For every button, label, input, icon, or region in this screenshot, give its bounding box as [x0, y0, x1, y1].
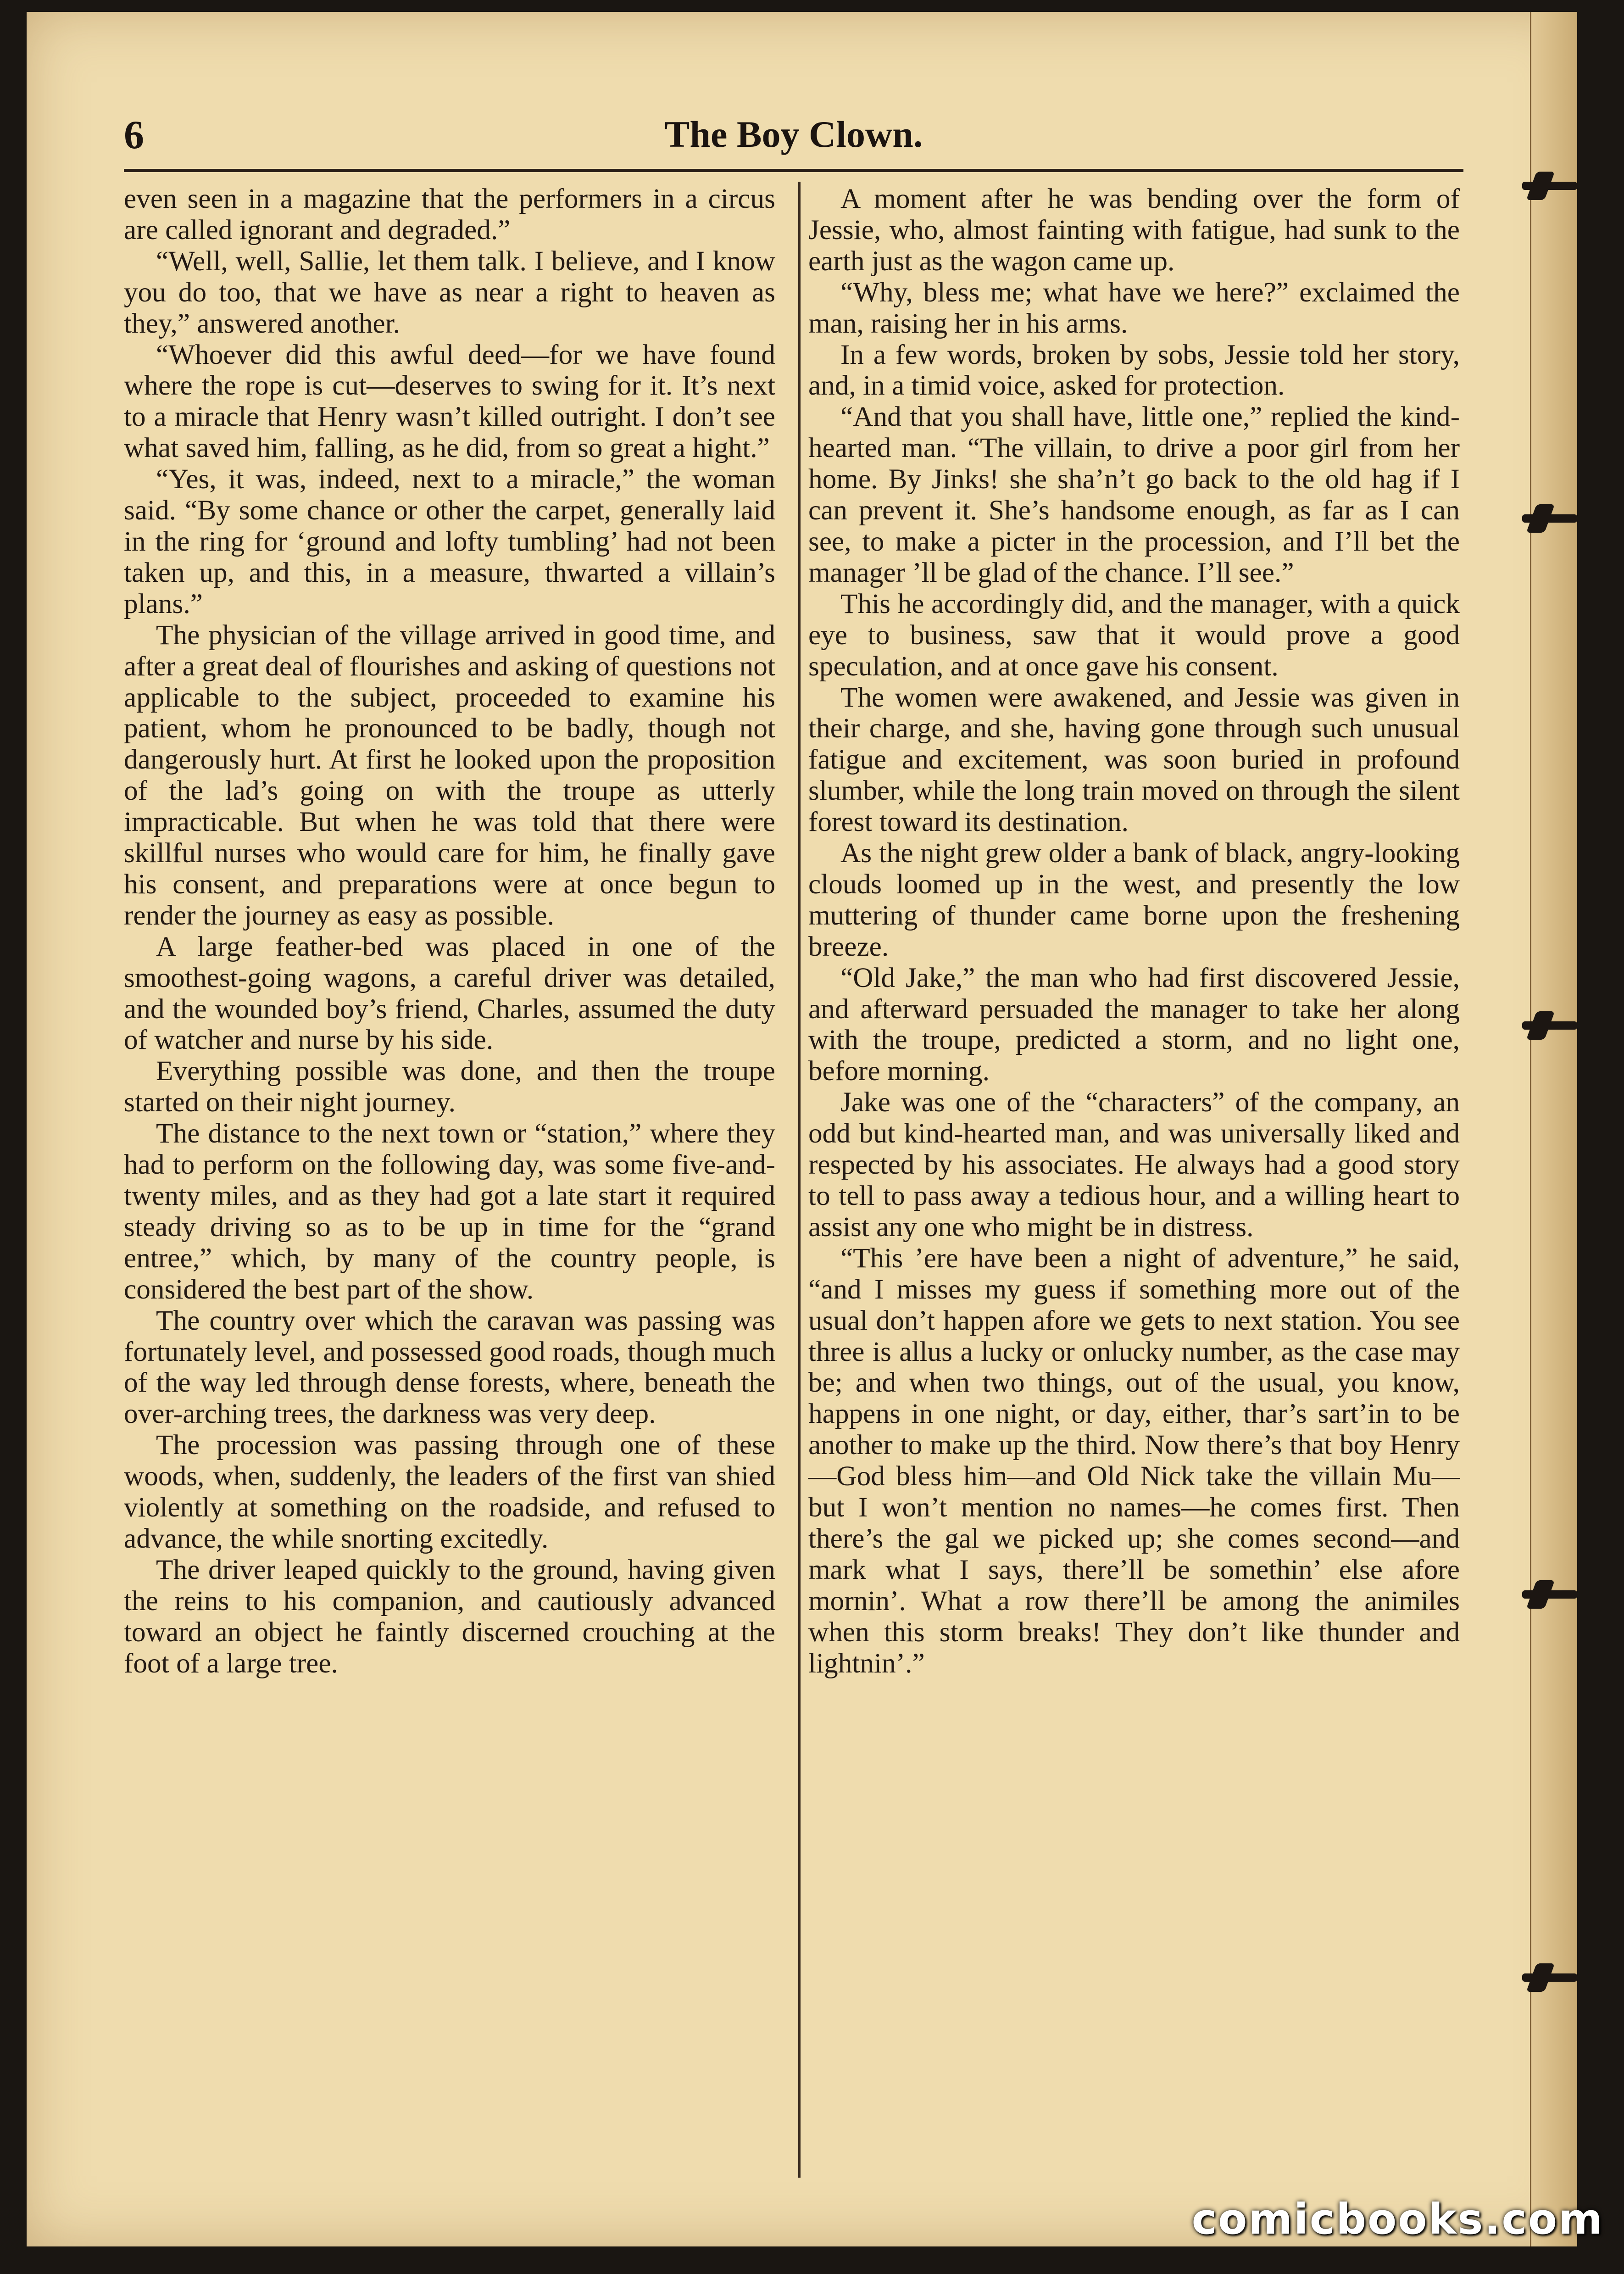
paragraph: The driver leaped quickly to the ground, having given the reins to his companion, and cautiously advanced toward an object he faintly discerned crouching at the foot of a large tree.	[124, 1554, 775, 1679]
page-header	[124, 101, 1463, 161]
paragraph: The distance to the next town or “station,” where they had to perform on the following day, was some five-and-twenty miles, and as they had got a late start it required steady driving so as to be up in time for the “grand entree,” which, by many of the country people, is considered the best part of the show.	[124, 1118, 775, 1305]
page-binding	[1530, 12, 1577, 2246]
header-rule	[124, 169, 1463, 172]
paragraph: “Yes, it was, indeed, next to a miracle,” the woman said. “By some chance or other the carpet, generally laid in the ring for ‘ground and lofty tumbling’ had not been taken up, and this, in a measure, thwarted a villain’s plans.”	[124, 463, 775, 619]
paragraph: Everything possible was done, and then the troupe started on their night journey.	[124, 1055, 775, 1118]
staple-icon	[1522, 514, 1577, 523]
paragraph: The physician of the village arrived in good time, and after a great deal of flourishes and asking of questions not applicable to the subject, proceeded to examine his patient, whom he pronounced to be badly, though not dangerously hurt. At first he looked upon the proposition of the lad’s going on with the troupe as utterly impracticable. But when he was told that there were skillful nurses who would care for him, he finally gave his consent, and preparations were at once begun to render the journey as easy as possible.	[124, 619, 775, 931]
watermark: comicbooks.com	[1191, 2195, 1604, 2244]
staple-icon	[1522, 1021, 1577, 1030]
paragraph: “This ’ere have been a night of adventure,” he said, “and I misses my guess if something more out of the usual don’t happen afore we gets to next station. You see three is allus a lucky or onlucky number, as the case may be; and when two things, out of the usual, you know, happens in one night, or day, either, thar’s sart’in to be another to make up the third. Now there’s that boy Henry—God bless him—and Old Nick take the villain Mu—but I won’t mention no names—he comes first. Then there’s the gal we picked up; she comes second—and mark what I says, there’ll be somethin’ else afore mornin’. What a row there’ll be among the animiles when this storm breaks! They don’t like thunder and lightnin’.”	[808, 1242, 1460, 1679]
page-number: 6	[124, 113, 144, 157]
right-column	[808, 184, 1460, 1679]
paragraph: “And that you shall have, little one,” replied the kind-hearted man. “The villain, to drive a poor girl from her home. By Jinks! she sha’n’t go back to the old hag if I can prevent it. She’s handsome enough, as far as I can see, to make a picter in the procession, and I’ll bet the manager ’ll be glad of the chance. I’ll see.”	[808, 401, 1460, 588]
column-rule	[798, 182, 801, 2178]
paragraph: A moment after he was bending over the form of Jessie, who, almost fainting with fatigue, had sunk to the earth just as the wagon came up.	[808, 183, 1460, 277]
paragraph: The procession was passing through one of these woods, when, suddenly, the leaders of the first van shied violently at something on the roadside, and refused to advance, the while snorting excitedly.	[124, 1429, 775, 1554]
paragraph: In a few words, broken by sobs, Jessie told her story, and, in a timid voice, asked for protection.	[808, 339, 1460, 401]
paragraph: This he accordingly did, and the manager, with a quick eye to business, saw that it would prove a good speculation, and at once gave his consent.	[808, 588, 1460, 682]
running-title: The Boy Clown.	[664, 113, 923, 155]
paragraph: “Old Jake,” the man who had first discovered Jessie, and afterward persuaded the manager to take her along with the troupe, predicted a storm, and no light one, before morning.	[808, 962, 1460, 1087]
paragraph: A large feather-bed was placed in one of the smoothest-going wagons, a careful driver was detailed, and the wounded boy’s friend, Charles, assumed the duty of watcher and nurse by his side.	[124, 931, 775, 1056]
paragraph: even seen in a magazine that the performers in a circus are called ignorant and degraded.”	[124, 183, 775, 245]
paragraph: As the night grew older a bank of black, angry-looking clouds loomed up in the west, and presently the low muttering of thunder came borne upon the freshening breeze.	[808, 837, 1460, 962]
staple-icon	[1522, 182, 1577, 190]
paragraph: “Whoever did this awful deed—for we have found where the rope is cut—deserves to swing for it. It’s next to a miracle that Henry wasn’t killed outright. I don’t see what saved him, falling, as he did, from so great a hight.”	[124, 339, 775, 464]
paragraph: The women were awakened, and Jessie was given in their charge, and she, having gone through such unusual fatigue and excitement, was soon buried in profound slumber, while the long train moved on through the silent forest toward its destination.	[808, 681, 1460, 838]
paragraph: “Well, well, Sallie, let them talk. I believe, and I know you do too, that we have as near a right to heaven as they,” answered another.	[124, 245, 775, 339]
staple-icon	[1522, 1973, 1577, 1982]
paragraph: “Why, bless me; what have we here?” exclaimed the man, raising her in his arms.	[808, 276, 1460, 339]
left-column	[124, 184, 775, 1679]
paragraph: The country over which the caravan was passing was fortunately level, and possessed good roads, though much of the way led through dense forests, where, beneath the over-arching trees, the darkness was very deep.	[124, 1304, 775, 1430]
staple-icon	[1522, 1590, 1577, 1599]
paragraph: Jake was one of the “characters” of the company, an odd but kind-hearted man, and was universally liked and respected by his associates. He always had a good story to tell to pass away a tedious hour, and a willing heart to assist any one who might be in distress.	[808, 1087, 1460, 1243]
